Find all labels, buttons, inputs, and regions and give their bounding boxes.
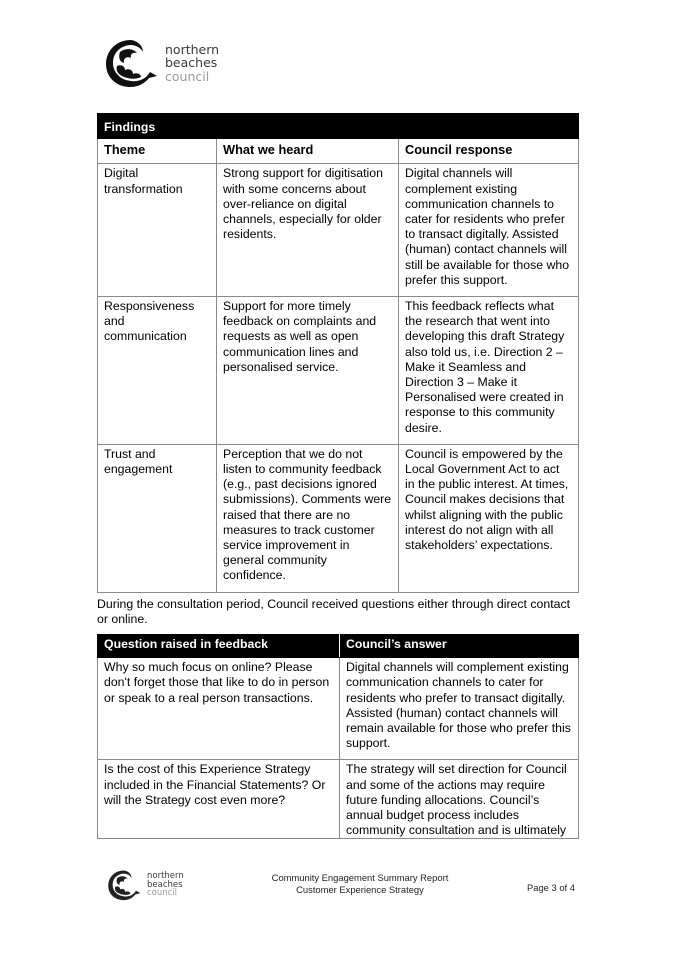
table-row [98, 297, 579, 445]
findings-table [97, 113, 579, 593]
findings-header-row [98, 139, 579, 164]
footer-logo-wordmark [147, 872, 184, 899]
page-number: Page 3 of 4 [527, 882, 575, 893]
footer-report-subtitle: Customer Experience Strategy [296, 883, 424, 895]
council-logo [103, 36, 219, 90]
footer-logo [106, 868, 184, 902]
heard-cell: Strong support for digitisation with some concerns about over-reliance on digital channels, especially for older residents. [217, 164, 399, 297]
theme-cell: Digital transformation [98, 164, 217, 297]
logo-line-1: northern [165, 42, 220, 58]
footer-report-title: Community Engagement Summary Report [271, 872, 449, 883]
table-row [98, 658, 579, 760]
wave-logo-icon [103, 36, 159, 90]
table-row [98, 444, 579, 592]
column-header-council-response: Council response [399, 139, 579, 164]
answer-cell: Digital channels will complement existing communication channels to cater for residents who prefer to transact digitally. Assisted (human) contact channels will remain available for those who prefer this support. [340, 658, 579, 760]
logo-wordmark [165, 43, 219, 82]
column-header-question: Question raised in feedback [98, 635, 340, 658]
qa-table [97, 634, 579, 839]
findings-title: Findings [98, 114, 579, 139]
logo-line-3: council [165, 68, 210, 84]
question-cell: Is the cost of this Experience Strategy included in the Financial Statements? Or will the Strategy cost even more? [98, 760, 340, 839]
response-cell: This feedback reflects what the research that went into developing this draft Strategy also told us, i.e. Direction 2 – Make it Seamless and Direction 3 – Make it Personalised were created in response to this community desire. [399, 297, 579, 445]
wave-logo-icon [106, 868, 142, 902]
answer-cell: The strategy will set direction for Council and some of the actions may require future funding allocations. Council’s annual budget process includes community consultation and is ultimately [340, 760, 579, 839]
table-row [98, 164, 579, 297]
intro-paragraph: During the consultation period, Council received questions either through direct contact or online. [97, 597, 571, 626]
column-header-what-we-heard: What we heard [217, 139, 399, 164]
heard-cell: Support for more timely feedback on complaints and requests as well as open communication lines and personalised service. [217, 297, 399, 445]
response-cell: Council is empowered by the Local Government Act to act in the public interest. At times, Council makes decisions that whilst aligning with the public interest do not align with all stakeholders’ expectations. [399, 444, 579, 592]
findings-title-row [98, 114, 579, 139]
logo-line-3: council [147, 888, 178, 899]
column-header-theme: Theme [98, 139, 217, 164]
logo-line-1: northern [147, 870, 184, 881]
response-cell: Digital channels will complement existing communication channels to cater for residents who prefer to transact digitally. Assisted (human) contact channels will still be available for those who prefer this support. [399, 164, 579, 297]
heard-cell: Perception that we do not listen to community feedback (e.g., past decisions ignored submissions). Comments were raised that there are no measures to track customer service improvement in general community confidence. [217, 444, 399, 592]
logo-line-2: beaches [147, 879, 183, 890]
logo-line-2: beaches [165, 55, 218, 71]
theme-cell: Responsiveness and communication [98, 297, 217, 445]
footer-report-info [260, 872, 460, 895]
qa-header-row [98, 635, 579, 658]
column-header-answer: Council’s answer [340, 635, 579, 658]
table-row [98, 760, 579, 839]
question-cell: Why so much focus on online? Please don't forget those that like to do in person or speak to a real person transactions. [98, 658, 340, 760]
theme-cell: Trust and engagement [98, 444, 217, 592]
